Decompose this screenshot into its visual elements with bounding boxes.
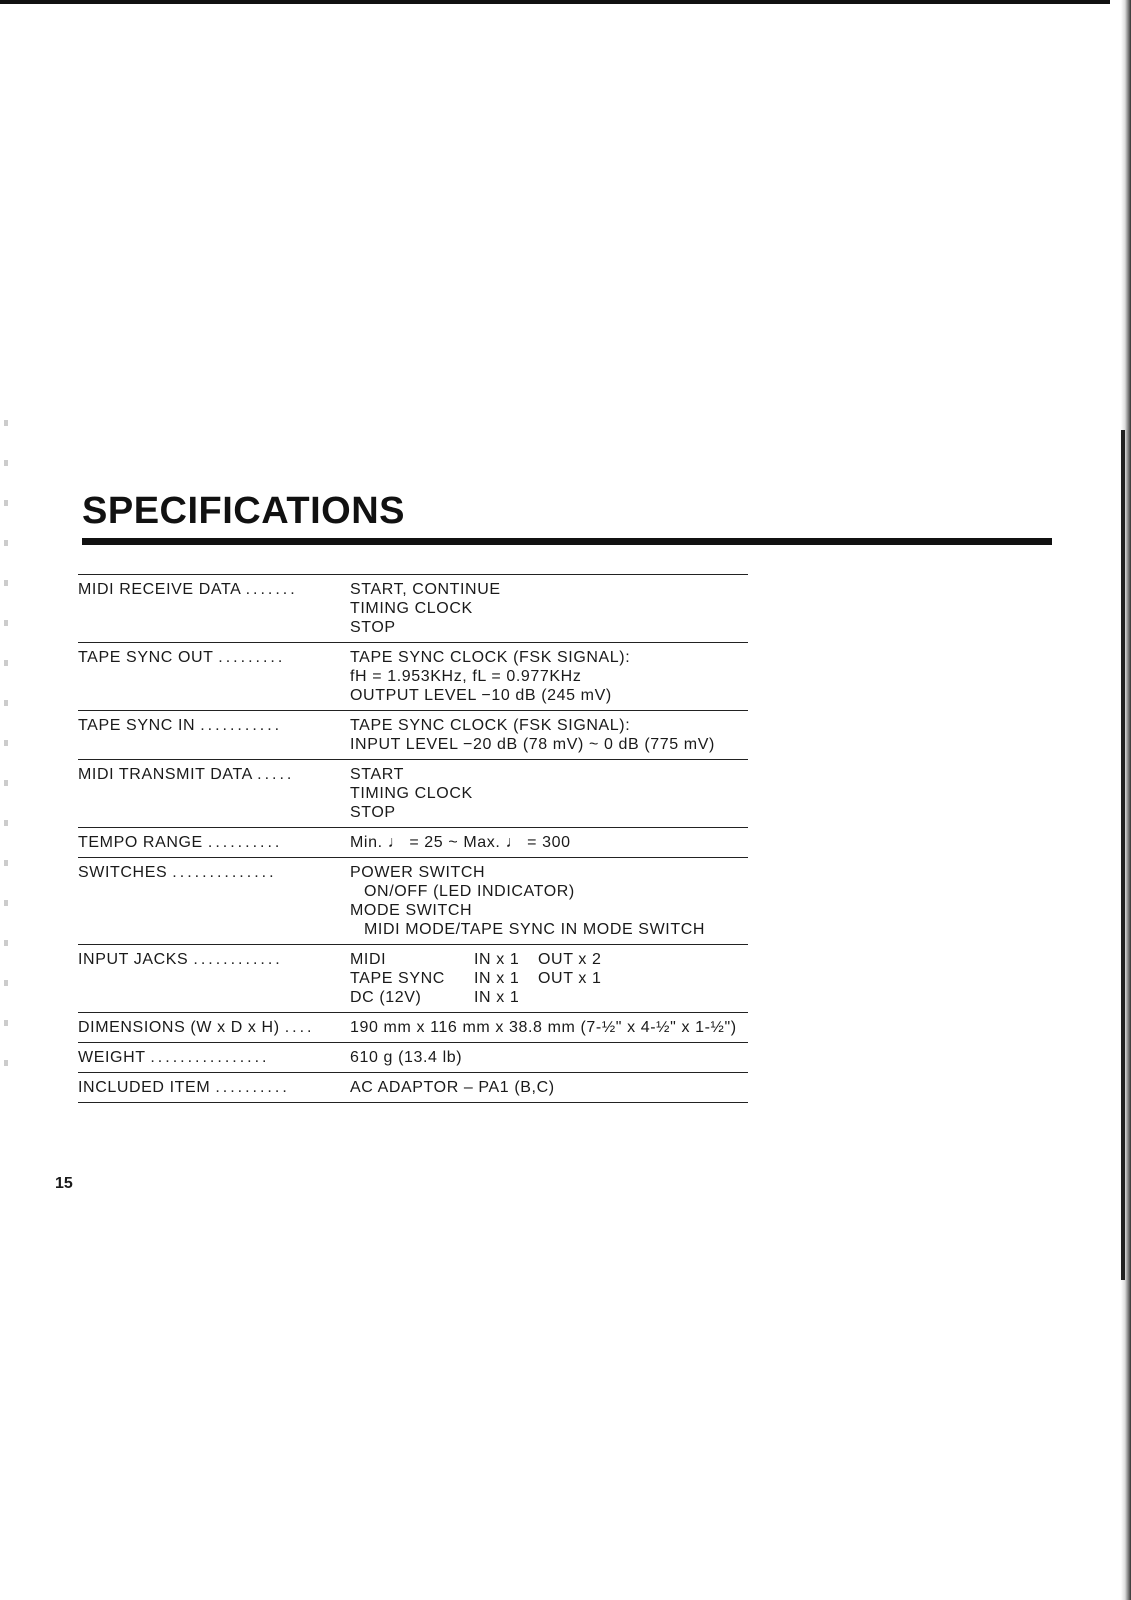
jack-in-count: IN x 1 (474, 951, 520, 968)
spec-value-line: START, CONTINUE (350, 581, 501, 598)
spec-value (350, 833, 748, 852)
spec-row-tempo-range (78, 828, 748, 858)
page-title: SPECIFICATIONS (82, 490, 405, 532)
spec-row-switches (78, 858, 748, 945)
spec-label: TAPE SYNC IN ........... (78, 717, 283, 734)
spec-value-line: TIMING CLOCK (350, 600, 473, 617)
spec-row-included-item (78, 1073, 748, 1103)
spec-value-line: TAPE SYNC CLOCK (FSK SIGNAL): (350, 717, 631, 734)
jack-name: TAPE SYNC (350, 970, 445, 987)
spec-label: DIMENSIONS (W x D x H) .... (78, 1019, 315, 1036)
spec-row-input-jacks (78, 945, 748, 1013)
jack-out-count: OUT x 2 (538, 951, 602, 968)
jack-in-count: IN x 1 (474, 989, 520, 1006)
jack-name: MIDI (350, 951, 387, 968)
page-right-edge-shadow (1121, 430, 1125, 1280)
top-border-rule (0, 0, 1110, 4)
spec-value-line: POWER SWITCH (350, 864, 486, 881)
spec-row-weight (78, 1043, 748, 1073)
spec-row-midi-transmit-data (78, 760, 748, 828)
spec-row-tape-sync-out (78, 643, 748, 711)
spec-label: SWITCHES .............. (78, 864, 277, 881)
spec-value-line: STOP (350, 804, 396, 821)
spec-value-line: MIDI MODE/TAPE SYNC IN MODE SWITCH (364, 921, 706, 938)
spec-value-line: INPUT LEVEL −20 dB (78 mV) ~ 0 dB (775 mV) (350, 736, 715, 753)
spec-value-line: TIMING CLOCK (350, 785, 473, 802)
spec-value (350, 950, 748, 1007)
jack-out-count: OUT x 1 (538, 970, 602, 987)
title-underline-rule (82, 538, 1052, 545)
spec-value-line: MODE SWITCH (350, 902, 473, 919)
spec-value (350, 716, 748, 754)
spec-label: INCLUDED ITEM .......... (78, 1079, 290, 1096)
spec-row-midi-receive-data (78, 574, 748, 643)
spec-value (350, 1078, 748, 1097)
spec-value (350, 580, 748, 637)
spec-value-line: ON/OFF (LED INDICATOR) (364, 883, 575, 900)
spec-value (350, 765, 748, 822)
spec-row-tape-sync-in (78, 711, 748, 760)
spec-value-line: Min. ♩ = 25 ~ Max. ♩ = 300 (350, 834, 571, 851)
jack-name: DC (12V) (350, 989, 422, 1006)
spec-label: WEIGHT ................ (78, 1049, 270, 1066)
spec-value-line: START (350, 766, 404, 783)
spec-value-line: 190 mm x 116 mm x 38.8 mm (7-½" x 4-½" x 1-½") (350, 1019, 737, 1036)
jack-row (350, 969, 748, 988)
jack-in-count: IN x 1 (474, 970, 520, 987)
spec-label: MIDI RECEIVE DATA ....... (78, 581, 298, 598)
spec-value (350, 1018, 748, 1037)
spec-value-line: fH = 1.953KHz, fL = 0.977KHz (350, 668, 582, 685)
spec-label: TEMPO RANGE .......... (78, 834, 283, 851)
spec-value-line: 610 g (13.4 lb) (350, 1049, 463, 1066)
spec-row-dimensions (78, 1013, 748, 1043)
spec-value-line: AC ADAPTOR – PA1 (B,C) (350, 1079, 555, 1096)
spec-label: MIDI TRANSMIT DATA ..... (78, 766, 295, 783)
spec-value-line: STOP (350, 619, 396, 636)
spec-value-line: OUTPUT LEVEL −10 dB (245 mV) (350, 687, 612, 704)
specifications-table (78, 574, 748, 1103)
spec-value (350, 648, 748, 705)
jack-row (350, 950, 748, 969)
jack-row (350, 988, 748, 1007)
left-edge-marks (4, 420, 8, 1080)
page-number: 15 (55, 1175, 73, 1192)
spec-value (350, 1048, 748, 1067)
spec-label: TAPE SYNC OUT ......... (78, 649, 286, 666)
spec-value (350, 863, 748, 939)
spec-value-line: TAPE SYNC CLOCK (FSK SIGNAL): (350, 649, 631, 666)
spec-label: INPUT JACKS ............ (78, 951, 283, 968)
